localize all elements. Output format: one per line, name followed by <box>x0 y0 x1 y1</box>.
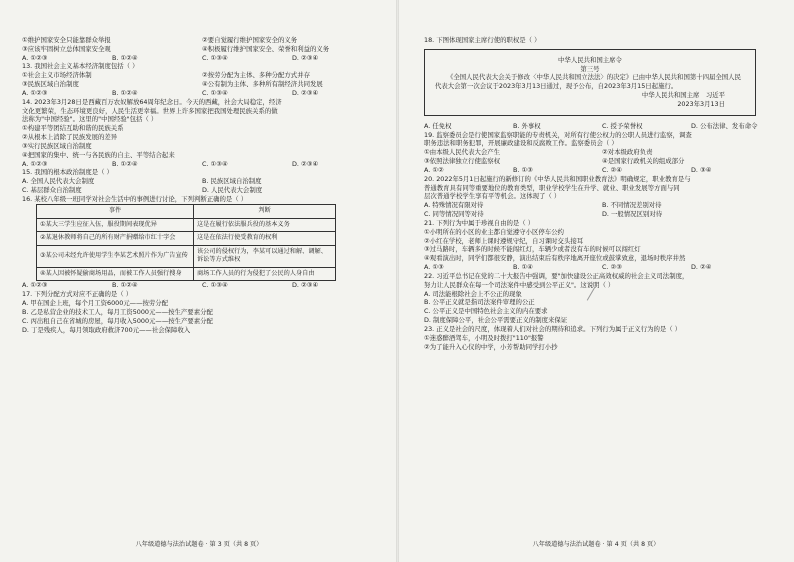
q13-stem: 13. 我国社会主义基本经济制度包括（ ） <box>22 62 139 71</box>
q14-line: 文化更繁荣，生态环境更良好，人民生活更幸福。世界上许多国家把我国处理民族关系的做 <box>22 106 278 115</box>
q19-line: 职务违法和职务犯罪，开展廉政建设和反腐败工作。监察委员会（ ） <box>424 139 618 148</box>
q14-answers: A. ①②③ B. ①②④ C. ①③④ D. ②③④ <box>22 159 319 168</box>
q13-answers: A. ①②③ B. ①②④ C. ①③④ D. ②③④ <box>22 88 319 97</box>
q17-option: C. 丙出租自己在省城的房屋，每月收入5000元——按生产要素分配 <box>22 316 213 325</box>
q19-answers: A. ①② B. ①③ C. ②④ D. ③④ <box>424 165 712 174</box>
q22-option: C. 公平正义是中国特色社会主义的内在要求 <box>424 307 548 316</box>
q21-option: ②小红在学校，老师上课时遵规守纪，自习课时交头接耳 <box>424 236 584 245</box>
table-cell: ④某人因被怀疑偷商场用品，而被工作人员强行搜身 <box>37 267 194 281</box>
decree-signature: 中华人民共和国主席 习近平 <box>641 91 725 100</box>
table-cell: ③某公司未经允许使用学生李某艺术照片作为广告宣传 <box>37 245 194 267</box>
q14-line: 法称为"中国经验"。这里的"中国经验"包括（ ） <box>22 115 158 124</box>
page-footer: 八年级道德与法治试题卷 · 第 3 页（共 8 页） <box>135 541 263 549</box>
q21-option: ①小明所在的小区的业主都自觉遵守小区停车公约 <box>424 227 564 236</box>
q22-option: B. 公平正义就是指司法案件审理的公正 <box>424 298 535 307</box>
q17-option: D. 丁是残疾人，每月领取政府救济700元——社会保障收入 <box>22 325 191 334</box>
q22-line: 努力让人民群众在每一个司法案件中感受到公平正义"。这说明（ ） <box>424 280 615 289</box>
table-cell: ②某退休教师将自己的所有财产捐赠给市红十字会 <box>37 232 194 246</box>
q21-option: ③过马路时，车辆多的时候不能闯红灯，车辆少或者没有车的时候可以闯红灯 <box>424 245 641 254</box>
table-cell: 该公司的侵权行为，李某可以通过和解、调解、诉讼等方式维权 <box>194 245 336 267</box>
table-cell: 这是在履行依法服兵役的基本义务 <box>194 218 336 232</box>
q21-option: ④观看演出时，同学们都很安静，演出结束后有秩序地离开座位或鼓掌致意，退场时秩序井然 <box>424 254 686 263</box>
q20-options-row2: C. 同等情况同等对待 D. 一般情况区别对待 <box>424 210 663 219</box>
q22-option: D. 制度保障公平，社会公平需要正义的制度来保证 <box>424 316 568 325</box>
table-row <box>37 218 336 232</box>
page-footer: 八年级道德与法治试题卷 · 第 4 页（共 8 页） <box>532 541 660 549</box>
table-cell: 这是在依法行使受教育的权利 <box>194 232 336 246</box>
q17-stem: 17. 下列分配方式对应不正确的是（ ） <box>22 290 133 299</box>
q21-answers: A. ①③ B. ①④ C. ②③ D. ②④ <box>424 263 712 272</box>
q12-options-row2: ③应该牢固树立总体国家安全观 ④积极履行维护国家安全、荣誉和利益的义务 <box>22 44 330 53</box>
q15-options-row2: C. 基层群众自治制度 D. 人民代表大会制度 <box>22 186 263 195</box>
q12-options-row1: ①维护国家安全只能靠群众举报 ②要自觉履行维护国家安全的义务 <box>22 36 298 44</box>
q23-line: 23. 正义是社会的尺度，体现着人们对社会的期待和追求。下列行为属于正义行为的是（ ） <box>424 324 682 333</box>
q22-option: A. 司法能根除社会上不公正的现象 <box>424 289 522 298</box>
table-row <box>37 267 336 281</box>
table-header-cell: 判断 <box>194 204 336 218</box>
q17-option: B. 乙是私营企业的技术工人，每月工资5000元——按生产要素分配 <box>22 307 213 316</box>
q20-line: 20. 2022年5月1日起施行的新修订的《中华人民共和国职业教育法》明确规定，职业教育是与 <box>424 174 691 183</box>
q15-stem: 15. 我国的根本政治制度是（ ） <box>22 168 113 177</box>
decree-number: 第三号 <box>580 64 600 73</box>
table-cell: 商场工作人员的行为侵犯了公民的人身自由 <box>194 267 336 281</box>
q19-line: 19. 监察委员会是行使国家监察职能的专责机关，对所有行使公权力的公职人员进行监察，调查 <box>424 130 692 139</box>
q20-options-row1: A. 特殊情况有限对待 B. 不同情况差别对待 <box>424 201 662 210</box>
table-row <box>37 245 336 267</box>
q14-line: ③实行民族区域自治制度 <box>22 141 92 150</box>
q14-line: ①构建平等团结互助和谐的民族关系 <box>22 124 124 133</box>
decree-body: 《全国人民代表大会关于修改〈中华人民共和国立法法〉的决定》已由中华人民共和国第十四届全国人民代表大会第一次会议于2023年3月13日通过，现予公布，自2023年3月15日起施行。 <box>435 73 741 91</box>
q23-line: ①迷惑醉酒驾车，小明及时拨打"110"报警 <box>424 333 544 342</box>
decree-title: 中华人民共和国主席令 <box>558 55 622 64</box>
q14-line: ④把国家的集中、统一与各民族的自主、平等结合起来 <box>22 150 175 159</box>
q12-answers: A. ①②③ B. ①②④ C. ①③④ D. ②③④ <box>22 53 319 62</box>
q19-options-row1: ①由本级人民代表大会产生 ②对本级政府负责 <box>424 148 653 157</box>
q16-stem: 16. 某校八年级一班同学对社会生活中的事例进行讨论，下列判断正确的是（ ） <box>22 194 248 203</box>
q14-line: ②从根本上消除了民族发展的差异 <box>22 133 118 142</box>
presidential-decree-box <box>424 49 756 116</box>
table-header-cell: 事件 <box>37 204 194 218</box>
q15-options-row1: A. 全国人民代表大会制度 B. 民族区域自治制度 <box>22 177 262 186</box>
table-header-row <box>37 204 336 218</box>
table-cell: ①某大三学生应征入伍，服役期间表现优异 <box>37 218 194 232</box>
q13-options-row1: ①社会主义市场经济体制 ②按劳分配为主体、多种分配方式并存 <box>22 71 310 80</box>
q18-answers: A. 任免权 B. 外事权 C. 授予荣誉权 D. 公布法律、发布命令 <box>424 121 758 130</box>
page-4 <box>398 0 794 562</box>
q14-line: 14. 2023年3月28日是西藏百万农奴解放64周年纪念日。今天的西藏，社会大局稳定，经济 <box>22 97 282 106</box>
q18-stem: 18. 下图体现国家主席行使的职权是（ ） <box>424 36 541 44</box>
q13-options-row2: ③民族区域自治制度 ④公有制为主体、多种所有制经济共同发展 <box>22 80 323 89</box>
q17-option: A. 甲在国企上班，每个月工资6000元——按劳分配 <box>22 299 169 308</box>
table-row <box>37 232 336 246</box>
q23-line: ②为了能升入心仪的中学，小芳帮助同学打小抄 <box>424 342 558 351</box>
q16-answers: A. ①②③ B. ①②④ C. ①③④ D. ②③④ <box>22 281 319 290</box>
q20-line: 普通教育具有同等重要地位的教育类型，职业学校学生在升学、就业、职业发展等方面与同 <box>424 183 680 192</box>
q21-stem: 21. 下列行为中属于珍视自由的是（ ） <box>424 218 535 227</box>
q20-line: 层次普通学校学生享有平等机会。这体现了（ ） <box>424 192 561 201</box>
q22-line: 22. 习近平总书记在党的二十大报告中强调，要"加快建设公正高效权威的社会主义司法制度， <box>424 271 689 280</box>
q16-table <box>36 204 336 282</box>
q19-options-row2: ③依照法律独立行使监察权 ④是国家行政机关的组成部分 <box>424 157 685 166</box>
decree-date: 2023年3月13日 <box>677 99 725 108</box>
